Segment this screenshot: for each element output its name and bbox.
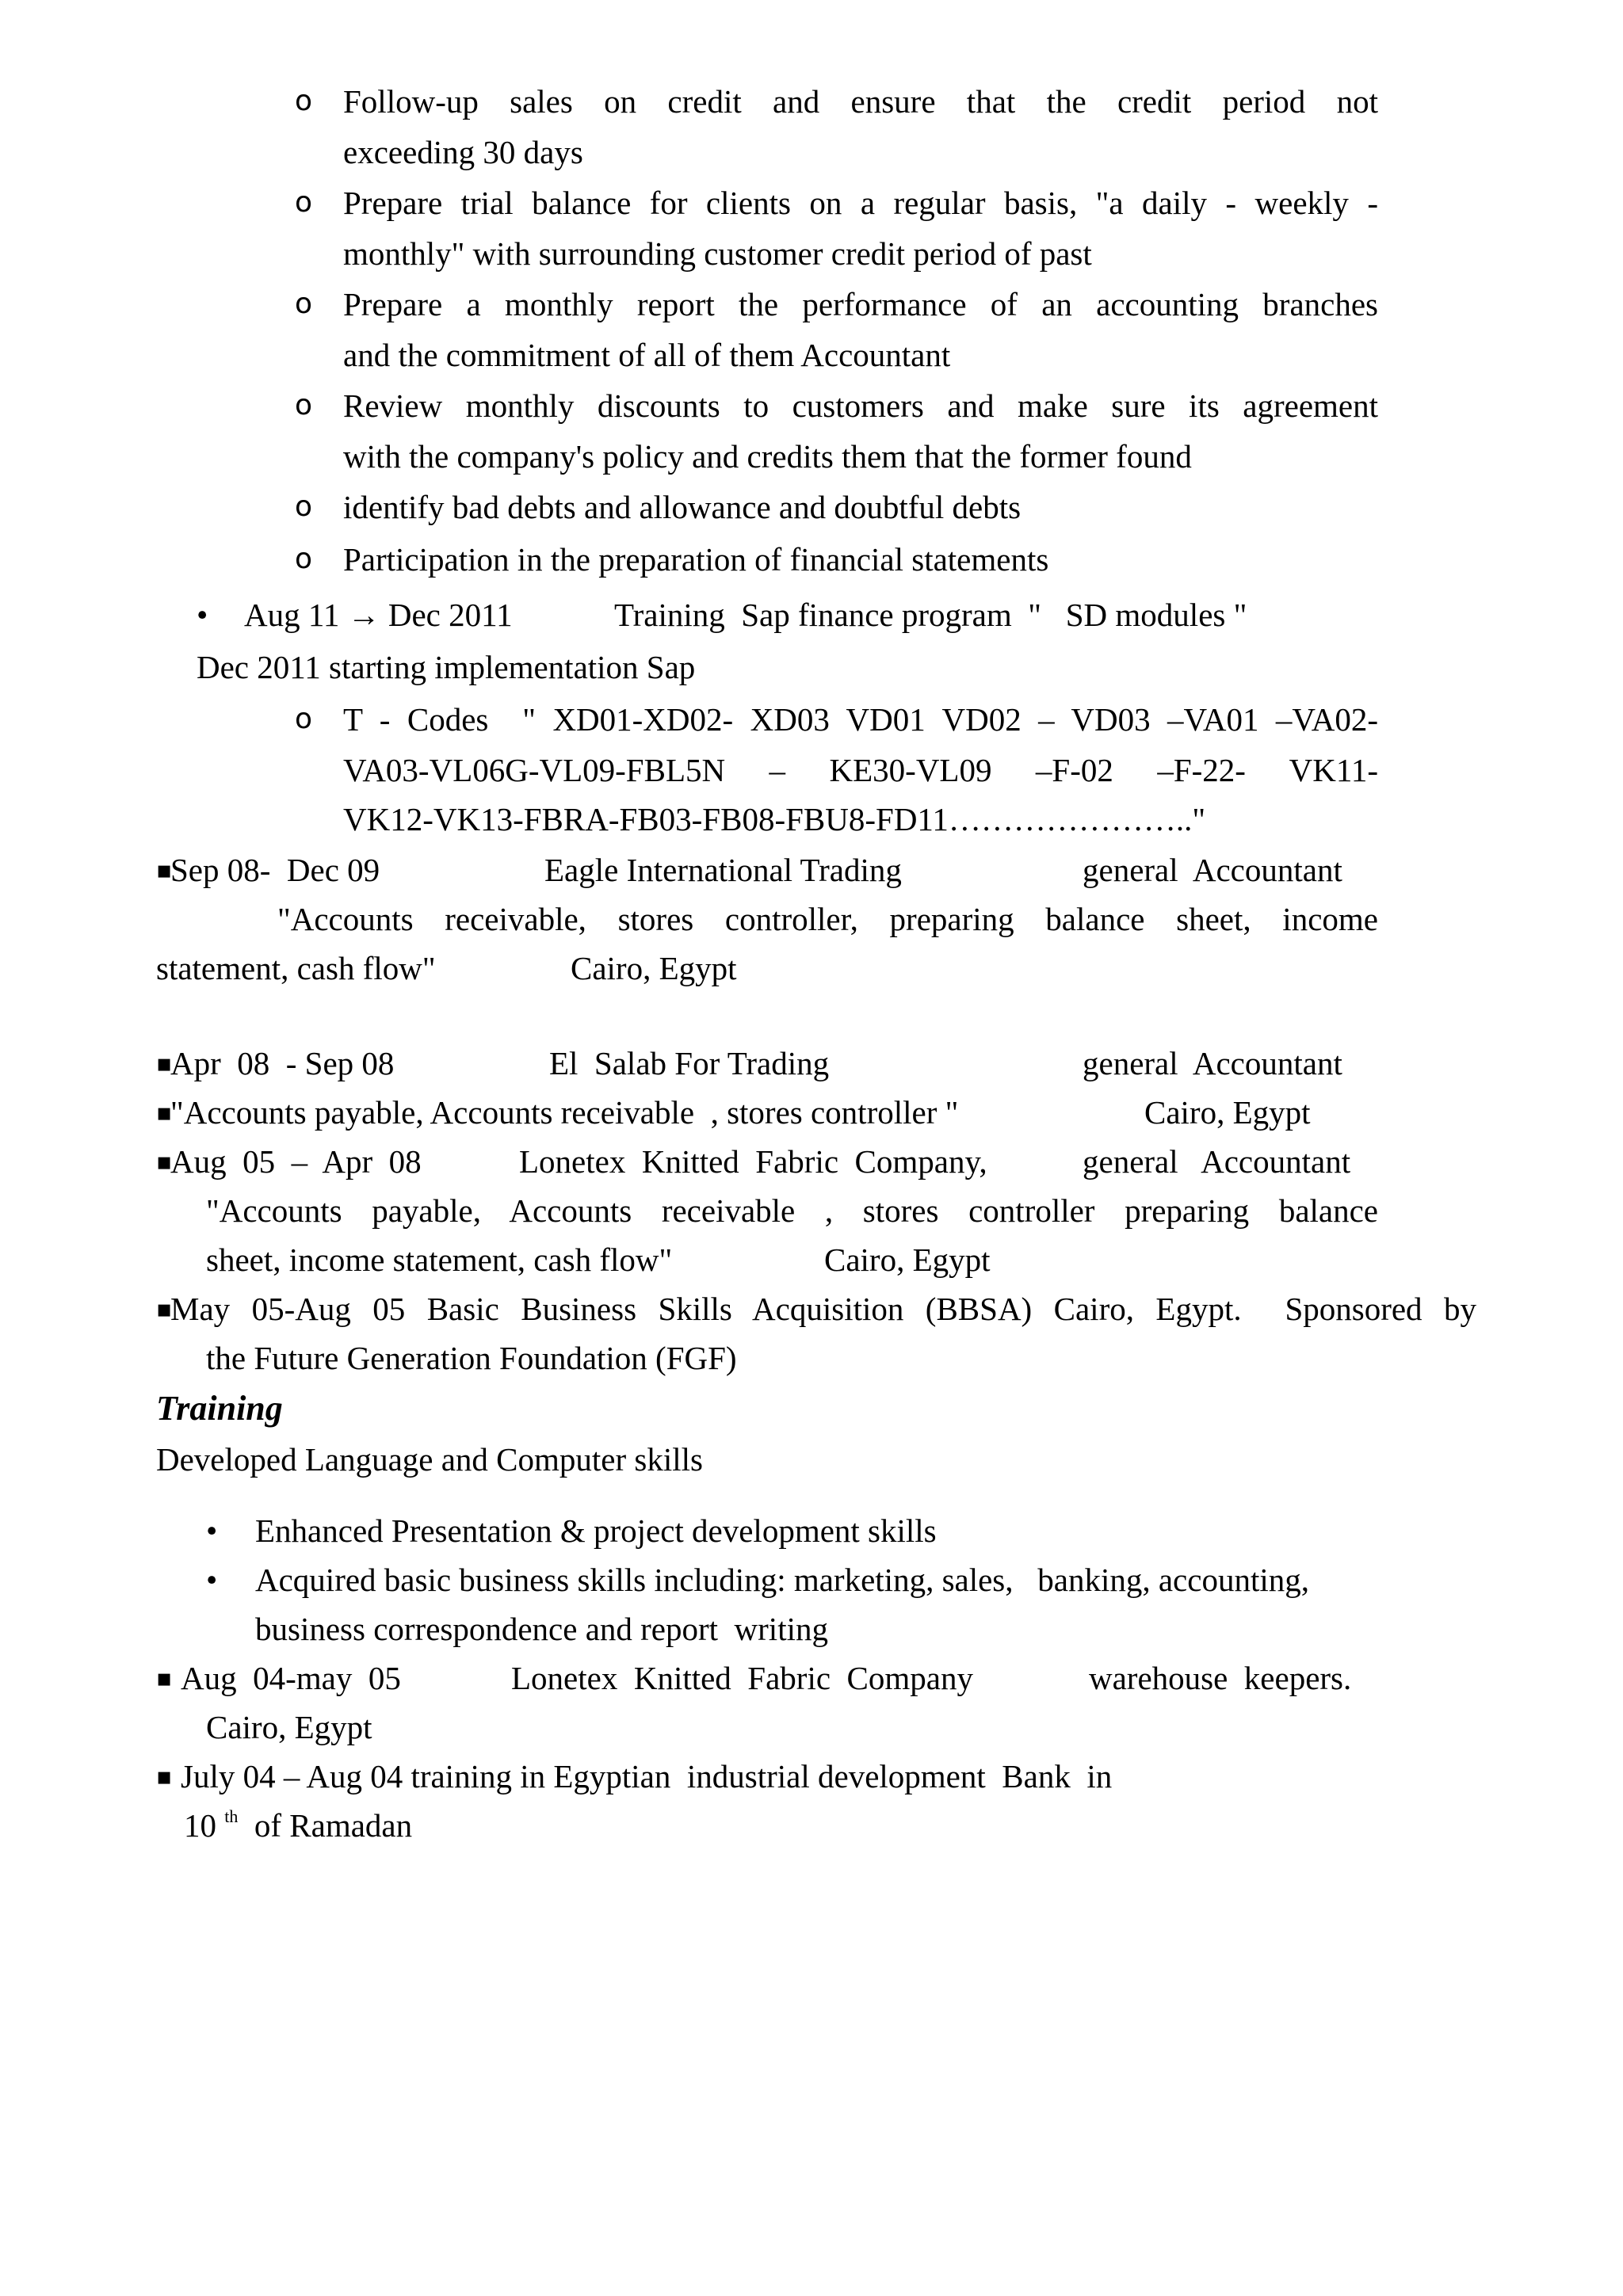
job-company: El Salab For Trading [549,1045,830,1081]
job-description: "Accounts payable, Accounts receivable , stores controller preparing balance [206,1192,1378,1229]
sub-bullet: o [295,288,313,320]
training-item: Acquired basic business skills including: marketing, sales, banking, accounting, [255,1562,1309,1598]
job-role: general Accountant [1083,852,1342,888]
job-description: statement, cash flow" [156,950,436,986]
job-company: Lonetex Knitted Fabric Company [511,1660,973,1696]
sap-implementation-note: Dec 2011 starting implementation Sap [197,649,696,685]
duty-line: with the company's policy and credits them that the former found [343,438,1192,475]
duty-line: Follow-up sales on credit and ensure that the credit period not [343,83,1378,120]
sap-training-title: Training Sap finance program " SD modules " [614,597,1247,633]
job-company: Eagle International Trading [544,852,902,888]
tcode-line: T - Codes " XD01-XD02- XD03 VD01 VD02 – VD03 –VA01 –VA02- [343,701,1378,738]
sub-bullet: o [295,543,313,575]
bbsa-line: the Future Generation Foundation (FGF) [206,1340,737,1376]
job-period: Aug 05 – Apr 08 [170,1143,422,1180]
square-bullet: ▪ [156,1099,173,1127]
sub-bullet: o [295,703,313,735]
sap-training-period: Aug 11 → Dec 2011 [244,597,513,633]
square-bullet: ▪ [156,1763,173,1791]
job-location: Cairo, Egypt [571,950,737,986]
duty-line: Prepare a monthly report the performance of an accounting branches [343,286,1378,322]
disc-bullet: • [206,1562,218,1598]
disc-bullet: • [206,1512,218,1549]
training-intro: Developed Language and Computer skills [156,1441,703,1478]
job-role: general Accountant [1083,1143,1351,1180]
sub-bullet: o [295,389,313,421]
duty-line: monthly" with surrounding customer credit period of past [343,235,1092,272]
square-bullet: ▪ [156,1295,173,1323]
duty-line: Review monthly discounts to customers and make sure its agreement [343,387,1378,424]
duty-line: and the commitment of all of them Accountant [343,337,951,373]
job-period: Apr 08 - Sep 08 [170,1045,395,1081]
square-bullet: ▪ [156,1050,173,1077]
sub-bullet: o [295,490,313,523]
job-description: "Accounts payable, Accounts receivable , stores controller " [170,1094,959,1131]
training-item: Enhanced Presentation & project development skills [255,1512,937,1549]
bbsa-line: May 05-Aug 05 Basic Business Skills Acquisition (BBSA) Cairo, Egypt. Sponsored by [170,1291,1476,1327]
job-period: Aug 04-may 05 [181,1660,401,1696]
job-role: general Accountant [1083,1045,1342,1081]
tcode-line: VK12-VK13-FBRA-FB03-FB08-FBU8-FD11………………….." [343,801,1206,837]
duty-line: exceeding 30 days [343,134,583,170]
bank-training-line: July 04 – Aug 04 training in Egyptian industrial development Bank in [181,1758,1113,1794]
job-location: Cairo, Egypt [824,1241,991,1278]
job-description: sheet, income statement, cash flow" [206,1241,673,1278]
duty-line: Participation in the preparation of financial statements [343,541,1049,578]
square-bullet: ▪ [156,1665,173,1692]
bank-training-location: 10 $^{th}$ of Ramadan [184,1806,413,1844]
square-bullet: ▪ [156,856,173,884]
sub-bullet: o [295,85,313,117]
job-location: Cairo, Egypt [1144,1094,1311,1131]
job-role: warehouse keepers. [1089,1660,1352,1696]
duty-line: Prepare trial balance for clients on a regular basis, "a daily - weekly - [343,185,1378,221]
job-company: Lonetex Knitted Fabric Company, [519,1143,987,1180]
duty-line: identify bad debts and allowance and doubtful debts [343,489,1022,525]
job-period: Sep 08- Dec 09 [170,852,380,888]
job-description: "Accounts receivable, stores controller, preparing balance sheet, income [277,901,1378,937]
job-location: Cairo, Egypt [206,1709,372,1745]
training-item: business correspondence and report writing [255,1611,828,1647]
square-bullet: ▪ [156,1148,173,1176]
sub-bullet: o [295,186,313,219]
disc-bullet: • [197,597,208,633]
section-heading: Training [156,1389,283,1428]
tcode-line: VA03-VL06G-VL09-FBL5N – KE30-VL09 –F-02 –F-22- VK11- [343,752,1378,788]
